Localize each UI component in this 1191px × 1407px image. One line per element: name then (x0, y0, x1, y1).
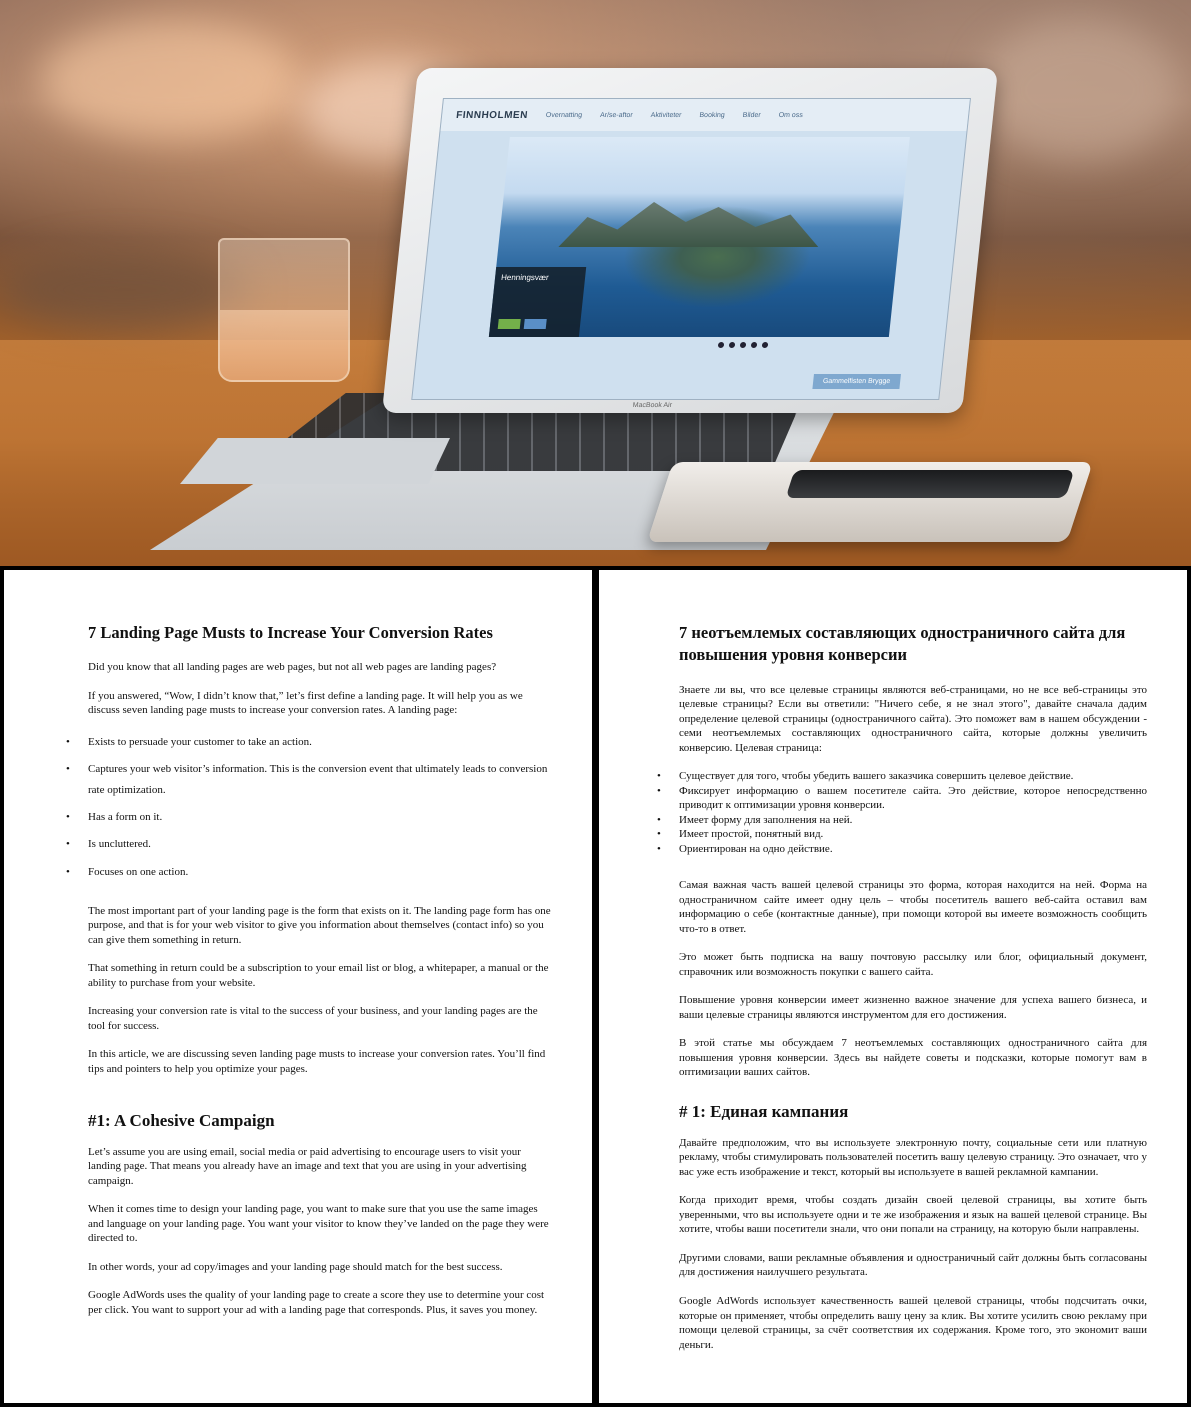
list-item: • Существует для того, чтобы убедить вашего заказчика совершить целевое действие. (679, 769, 1147, 784)
russian-paragraph: Это может быть подписка на вашу почтовую рассылку или блог, официальный документ, справочник или возможность покупки с вашего сайта. (679, 951, 1147, 978)
hero-caption-title: Henningsvær (500, 273, 550, 282)
screen-nav-item: Bilder (742, 111, 762, 119)
list-item: • Имеет форму для заполнения на ней. (679, 813, 1147, 828)
english-paragraph: Let’s assume you are using email, social media or paid advertising to encourage users to visit your landing page. That means you already have an image and text that you are using in your advertising campaign. (88, 1145, 527, 1187)
russian-bullet-list (679, 769, 1147, 856)
list-item: • Фиксирует информацию о вашем посетителе сайта. Это действие, которое непосредственно приводит к оптимизации уровня конверсии. (679, 784, 1147, 813)
english-paragraph: In this article, we are discussing seven landing page musts to increase your conversion rates. You’ll find tips and pointers to help you optimize your pages. (88, 1048, 546, 1075)
carousel-dots (718, 342, 769, 348)
screen-nav-item: Om oss (778, 111, 804, 119)
bokeh-light (980, 20, 1180, 160)
screen-nav-item: Overnatting (545, 111, 583, 119)
screen-logo: FINNHOLMEN (455, 109, 529, 121)
english-bullet-list (88, 732, 556, 882)
laptop-trackpad (180, 438, 450, 484)
list-item: • Captures your web visitor’s information. This is the conversion event that ultimately leads to conversion rate optimization. (88, 759, 556, 800)
english-section-heading: #1: A Cohesive Campaign (88, 1110, 275, 1130)
water (220, 310, 348, 380)
hero-caption (489, 267, 586, 337)
hero-caption-buttons (498, 319, 547, 329)
screen-nav (441, 99, 970, 131)
list-item: • Имеет простой, понятный вид. (679, 827, 1147, 842)
russian-paragraph: Самая важная часть вашей целевой страницы это форма, которая находится на ней. Форма на одностраничном сайте имеет одну цель – чтобы посетитель вашего веб-сайта оставил вам информацию о себе (контактные данные), при помощи которой вы имеете возможность сообщить что-то в ответ. (679, 879, 1147, 935)
russian-page (599, 570, 1187, 1403)
laptop-model-label: MacBook Air (632, 402, 673, 409)
screen-footer-button: Gammelfisten Brygge (812, 374, 901, 389)
russian-paragraph: Другими словами, ваши рекламные объявления и одностраничный сайт должны быть согласованы для достижения наилучшего результата. (679, 1251, 1147, 1279)
bokeh-light (40, 20, 300, 140)
list-item: • Is uncluttered. (88, 834, 556, 854)
russian-paragraph: В этой статье мы обсуждаем 7 неотъемлемых составляющих одностраничного сайта для повышения уровня конверсии. Здесь вы найдете советы и подсказки, которые помогут вам в оптимизации ваших сайтов. (679, 1037, 1147, 1079)
english-intro-1: Did you know that all landing pages are web pages, but not all web pages are landing pages? (88, 661, 497, 674)
water-glass (218, 238, 350, 382)
list-item: • Has a form on it. (88, 807, 556, 827)
english-paragraph: When it comes time to design your landing page, you want to make sure that you use the same images and language on your landing page. You want your visitor to know they’ve landed on the page they were directed to. (88, 1203, 549, 1245)
list-item: • Ориентирован на одно действие. (679, 842, 1147, 857)
english-paragraph: That something in return could be a subscription to your email list or blog, a whitepaper, a manual or the ability to purchase from your website. (88, 962, 549, 989)
russian-paragraph: Повышение уровня конверсии имеет жизненно важное значение для успеха вашего бизнеса, и ваши целевые страницы являются инструментом для его достижения. (679, 994, 1147, 1021)
russian-section-heading: # 1: Единая кампания (679, 1101, 849, 1121)
english-page (4, 570, 592, 1403)
english-paragraph: Increasing your conversion rate is vital to the success of your business, and your landing pages are the tool for success. (88, 1005, 538, 1032)
english-paragraph: The most important part of your landing page is the form that exists on it. The landing page form has one purpose, and that is for your web visitor to give you information about themselves (contact info) so you can give them something in return. (88, 904, 551, 946)
mountain-island (558, 197, 823, 247)
russian-title: 7 неотъемлемых составляющих одностраничного сайта для повышения уровня конверсии (679, 623, 1126, 665)
english-title: 7 Landing Page Musts to Increase Your Conversion Rates (88, 623, 493, 642)
screen-nav-item: Booking (699, 111, 726, 119)
header-photo (0, 0, 1191, 566)
screen-hero-image (489, 137, 910, 337)
list-item: • Exists to persuade your customer to take an action. (88, 732, 556, 752)
laptop-screen (411, 98, 971, 400)
bokeh-shadow (0, 250, 250, 330)
list-item: • Focuses on one action. (88, 862, 556, 882)
screen-nav-item: Aktiviteter (650, 111, 682, 119)
russian-intro: Знаете ли вы, что все целевые страницы являются веб-страницами, но не все веб-страницы это целевые страницы? Если вы ответили: "Ничего себе, я не знал этого", давайте сначала дадим определение целевой страницы (одностраничного сайта). Это поможет вам в нашем обсуждении - семи неотъемлемых составляющих одностраничного сайта, которые должны увеличить конверсию. Целевая страница: (679, 683, 1147, 754)
screen-nav-item: Ar/se-aftor (599, 111, 634, 119)
russian-paragraph: Давайте предположим, что вы используете электронную почту, социальные сети или платную рекламу, чтобы стимулировать пользователей посетить вашу целевую страницу. Это означает, что у вас уже есть изображение и текст, который вы используете в вашей рекламной кампании. (679, 1136, 1147, 1178)
english-paragraph: Google AdWords uses the quality of your landing page to create a score they use to determine your cost per click. You want to support your ad with a landing page that corresponds. Plus, it saves you money. (88, 1289, 545, 1316)
english-intro-2: If you answered, “Wow, I didn’t know that,” let’s first define a landing page. It will help you as we discuss seven landing page musts to increase your conversion rates. A landing page: (88, 689, 523, 717)
russian-paragraph: Когда приходит время, чтобы создать дизайн своей целевой страницы, вы хотите быть уверенными, что вы используете одни и те же изображения и язык на вашей целевой странице. Вы хотите, чтобы ваши посетители знали, что они попали на страницу, на которую были направлены. (679, 1194, 1147, 1236)
russian-paragraph: Google AdWords использует качественность вашей целевой страницы, чтобы подсчитать очки, которые он применяет, чтобы определить вашу цену за клик. Вы хотите усилить свою рекламу при помощи целевой страницы, за счёт соответствия их содержания. Кроме того, это экономит ваши деньги. (679, 1295, 1147, 1351)
english-paragraph: In other words, your ad copy/images and your landing page should match for the best success. (88, 1260, 503, 1273)
smartphone (785, 470, 1074, 498)
laptop-lid (382, 68, 998, 413)
